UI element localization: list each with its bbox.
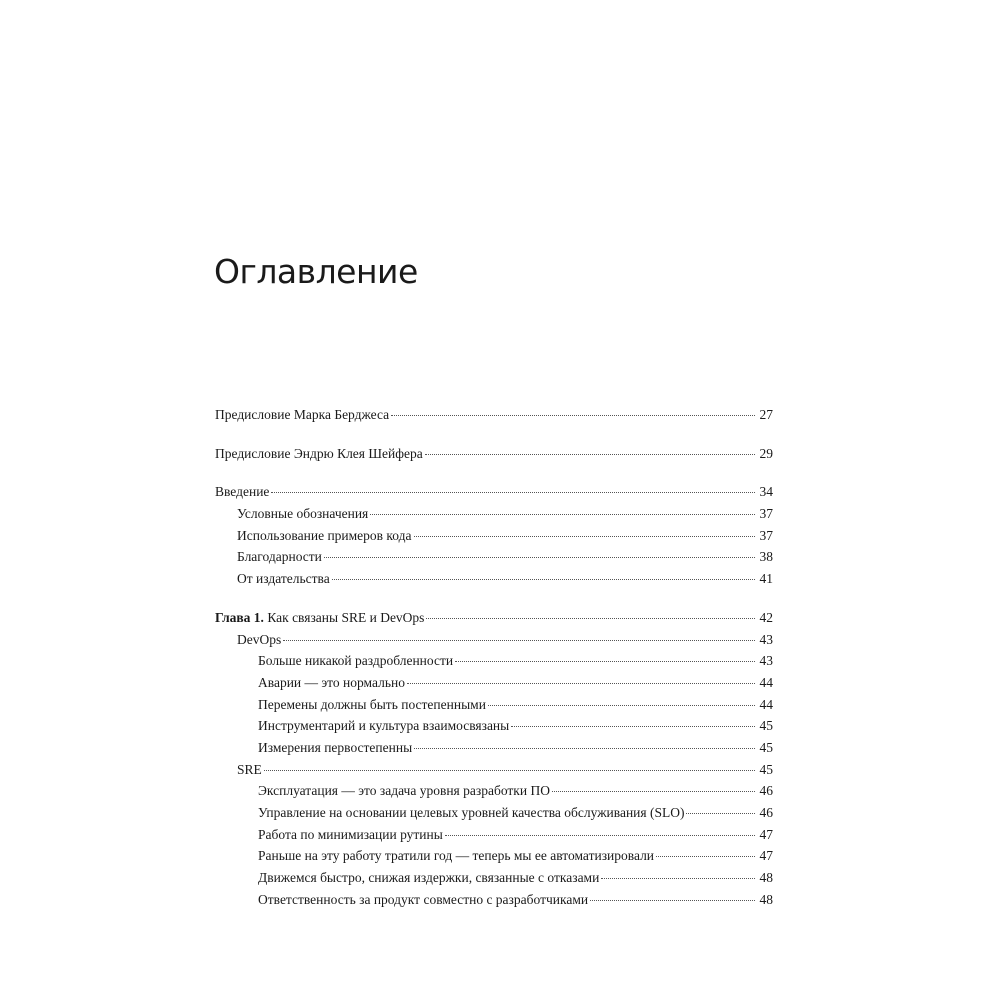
toc-page-number: 37: [759, 527, 773, 543]
toc-entry-label: Перемены должны быть постепенными: [258, 696, 486, 712]
chapter-title: Как связаны SRE и DevOps: [263, 609, 425, 625]
toc-entry-label: Больше никакой раздробленности: [258, 653, 454, 669]
toc-entry-tooling-culture[interactable]: [215, 715, 773, 737]
toc-entry-measurement[interactable]: [215, 737, 773, 759]
toc-entry-label: Раньше на эту работу тратили год — теперь мы ее автоматизировали: [258, 848, 655, 864]
dot-leader: [391, 415, 755, 416]
toc-page-number: 42: [759, 609, 773, 625]
dot-leader: [425, 454, 755, 455]
toc-entry-label: Работа по минимизации рутины: [258, 826, 443, 842]
toc-page-number: 45: [759, 761, 773, 777]
dot-leader: [324, 557, 755, 558]
toc-entry-no-silos[interactable]: [215, 650, 773, 672]
toc-entry-shared-ownership[interactable]: [215, 889, 773, 911]
dot-leader: [601, 878, 755, 879]
toc-page-number: 46: [759, 783, 773, 799]
toc-page-number: 27: [759, 407, 773, 422]
toc-entry-label: Эксплуатация — это задача уровня разработки ПО: [258, 783, 550, 799]
toc-entry-label: Движемся быстро, снижая издержки, связанные с отказами: [258, 870, 600, 886]
toc-entry-label: Предисловие Эндрю Клея Шейфера: [215, 445, 423, 461]
toc-page-number: 44: [759, 674, 773, 690]
toc-page-number: 43: [759, 631, 773, 647]
toc-entry-label: Использование примеров кода: [237, 527, 412, 543]
dot-leader: [264, 770, 755, 771]
toc-page-number: 34: [759, 484, 773, 500]
toc-entry-automation[interactable]: [215, 845, 773, 867]
dot-leader: [552, 791, 755, 792]
toc-entry-label: SRE: [237, 761, 262, 777]
dot-leader: [445, 835, 755, 836]
toc-entry-label: Предисловие Марка Берджеса: [215, 407, 390, 422]
toc-entry-introduction[interactable]: [215, 481, 773, 503]
dot-leader: [332, 579, 755, 580]
toc-entry-label: DevOps: [237, 631, 282, 647]
toc-entry-label: Инструментарий и культура взаимосвязаны: [258, 718, 510, 734]
toc-entry-label: Аварии — это нормально: [258, 674, 405, 690]
toc-entry-foreword-shafer[interactable]: [215, 443, 773, 465]
toc-entry-move-fast[interactable]: [215, 867, 773, 889]
toc-entry-label: Управление на основании целевых уровней качества обслуживания (SLO): [258, 805, 685, 820]
toc-entry-label: От издательства: [237, 571, 330, 587]
toc-entry-label: Введение: [215, 484, 270, 500]
toc-page-number: 37: [759, 506, 773, 522]
toc-entry-label: Ответственность за продукт совместно с разработчиками: [258, 891, 589, 907]
dot-leader: [590, 900, 755, 901]
toc-entry-accidents-normal[interactable]: [215, 672, 773, 694]
toc-entry-gradual-change[interactable]: [215, 694, 773, 716]
dot-leader: [414, 748, 755, 749]
toc-page-number: 47: [759, 848, 773, 864]
dot-leader: [455, 661, 755, 662]
toc-entry-chapter-1[interactable]: [215, 607, 773, 629]
toc-page-number: 44: [759, 696, 773, 712]
toc-page-number: 46: [759, 805, 773, 820]
toc-entry-from-publisher[interactable]: [215, 568, 773, 590]
toc-entry-toil[interactable]: [215, 824, 773, 846]
dot-leader: [414, 536, 755, 537]
toc-entry-label: Измерения первостепенны: [258, 739, 413, 755]
toc-page-number: 29: [759, 445, 773, 461]
toc-page-number: 41: [759, 571, 773, 587]
toc-entry-code-examples[interactable]: [215, 525, 773, 547]
toc-entry-conventions[interactable]: [215, 503, 773, 525]
dot-leader: [686, 813, 755, 814]
dot-leader: [488, 705, 755, 706]
toc-entry-foreword-burgess[interactable]: [215, 404, 773, 426]
toc-entry-slo[interactable]: [215, 802, 773, 824]
toc-entry-devops[interactable]: [215, 629, 773, 651]
dot-leader: [407, 683, 755, 684]
toc-page-number: 48: [759, 891, 773, 907]
dot-leader: [271, 492, 755, 493]
toc-entry-label: Условные обозначения: [237, 506, 369, 522]
toc-page-number: 43: [759, 653, 773, 669]
dot-leader: [426, 618, 755, 619]
page-title: Оглавление: [214, 252, 418, 291]
toc-entry-label: [215, 607, 424, 629]
toc-entry-sre[interactable]: [215, 759, 773, 781]
toc-page-number: 38: [759, 549, 773, 565]
toc-page-number: 45: [759, 739, 773, 755]
toc-entry-operations-software[interactable]: [215, 780, 773, 802]
chapter-number: Глава 1.: [215, 609, 264, 625]
dot-leader: [511, 726, 755, 727]
toc-page-number: 45: [759, 718, 773, 734]
toc-page-number: 48: [759, 870, 773, 886]
toc-page-number: 47: [759, 826, 773, 842]
table-of-contents: [215, 404, 773, 910]
toc-entry-label: Благодарности: [237, 549, 322, 565]
toc-entry-acknowledgments[interactable]: [215, 546, 773, 568]
dot-leader: [283, 640, 755, 641]
dot-leader: [656, 856, 755, 857]
dot-leader: [370, 514, 755, 515]
